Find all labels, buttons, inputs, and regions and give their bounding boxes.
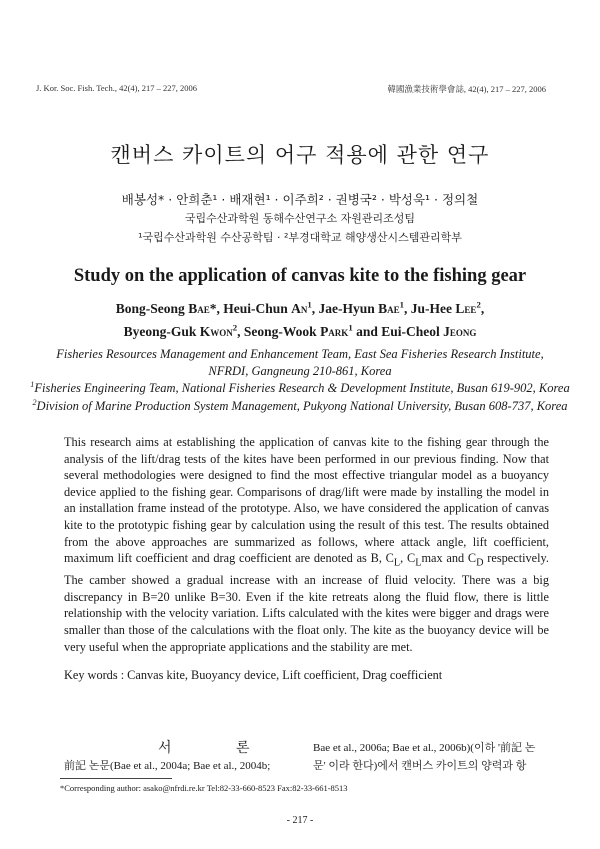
journal-header-korean: 韓國漁業技術學會誌, 42(4), 217 – 227, 2006 bbox=[387, 84, 546, 94]
english-affiliation-1a: Fisheries Resources Management and Enhancement Team, East Sea Fisheries Research Institute, bbox=[56, 347, 544, 361]
section-heading-introduction: 서 론 bbox=[158, 740, 280, 756]
intro-right-column-line-1: Bae et al., 2006a; Bae et al., 2006b)(이하 '前記 논 bbox=[313, 742, 536, 754]
keywords: Key words : Canvas kite, Buoyancy device, Lift coefficient, Drag coefficient bbox=[64, 668, 443, 682]
journal-header-english: J. Kor. Soc. Fish. Tech., 42(4), 217 – 227, 2006 bbox=[36, 83, 197, 93]
english-authors-line-1: Bong-Seong Bae*, Heui-Chun An$^1$, Jae-Hyun Bae$^1$, Ju-Hee Lee$^2$, bbox=[115, 299, 485, 316]
korean-title: 캔버스 카이트의 어구 적용에 관한 연구 bbox=[110, 143, 490, 167]
english-affiliation-3: $^2$Division of Marine Production System Management, Pukyong National University, Busan 608-737, Korea bbox=[32, 397, 568, 413]
korean-affiliation-2: ¹국립수산과학원 수산공학팀 · ²부경대학교 해양생산시스템관리학부 bbox=[138, 231, 462, 244]
korean-authors: 배봉성* · 안희춘¹ · 배재현¹ · 이주희² · 권병국² · 박성욱¹ · 정의철 bbox=[121, 192, 479, 207]
footnote-divider bbox=[60, 778, 172, 779]
page-number: - 217 - bbox=[286, 815, 314, 826]
english-title: Study on the application of canvas kite to the fishing gear bbox=[73, 266, 527, 286]
english-affiliation-2: $^1$Fisheries Engineering Team, National Fisheries Research & Development Institute, Busan 619-902, Korea bbox=[30, 379, 570, 395]
english-authors-line-2: Byeong-Guk Kwon$^2$, Seong-Wook Park$^1$ and Eui-Cheol Jeong bbox=[123, 322, 477, 339]
corresponding-author-footnote: *Corresponding author: asako@nfrdi.re.kr Tel:82-33-660-8523 Fax:82-33-661-8513 bbox=[60, 783, 348, 793]
abstract-paragraph: This research aims at establishing the application of canvas kite to the fishing gear through the analysis of the lift/drag tests of the kites have been performed in our previous finding. Now that several methodologies were designed to find the most effective triangular model as a buoyancy device applied to the fishing gear. Comparisons of drag/lift were made by installing the model in an installation frame instead of the prototype. Also, we have considered the application of canvas kite to the prototypic fishing gear by calculation using the result of this test. The results obtained from the above approaches are summarized as follows, where attack angle, lift coefficient, maximum lift coefficient and drag coefficient are denoted as B, $C_L$, $C_L\max$ and $C_D$ respectively. The camber showed a gradual increase with an increase of fluid velocity. There was a big discrepancy in B=20 unlike B=30. Even if the kite retreats along the fluid flow, there is little relationship with the velocity variation. Lifts calculated with the kites were bigger and drags were smaller than those of the calculations with the float only. The kite as the buoyancy device will be very useful when the appropriate applications and the stability are met. bbox=[64, 435, 549, 654]
intro-left-column-text: 前記 논문(Bae et al., 2004a; Bae et al., 2004b; bbox=[64, 760, 271, 772]
english-affiliation-1b: NFRDI, Gangneung 210-861, Korea bbox=[208, 364, 392, 378]
korean-affiliation-1: 국립수산과학원 동해수산연구소 자원관리조성팀 bbox=[184, 212, 416, 225]
intro-right-column-line-2: 문' 이라 한다)에서 캔버스 카이트의 양력과 항 bbox=[313, 760, 527, 772]
